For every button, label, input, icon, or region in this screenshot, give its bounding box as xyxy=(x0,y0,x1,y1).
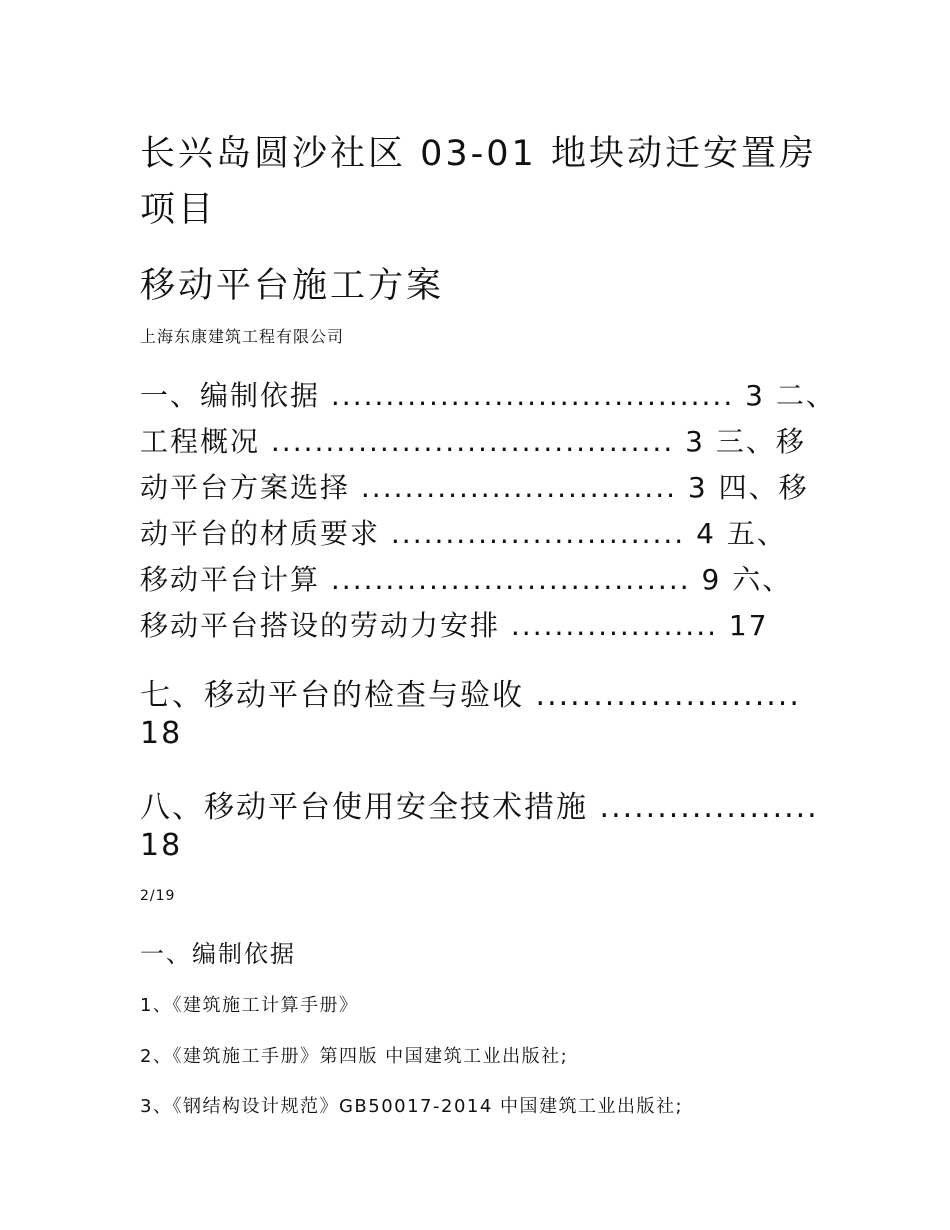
toc-item-8-page: 18 xyxy=(140,828,183,863)
page-number: 2/19 xyxy=(140,888,176,904)
toc-line: 工程概况 ..................................... 3 三、移 xyxy=(140,425,806,458)
reference-item: 2、《建筑施工手册》第四版 中国建筑工业出版社; xyxy=(140,1046,569,1067)
company-name: 上海东康建筑工程有限公司 xyxy=(140,327,345,346)
toc-line: 一、编制依据 ..................................... 3 二、 xyxy=(140,379,836,412)
toc-line: 动平台的材质要求 ........................... 4 五、 xyxy=(140,517,787,550)
toc-item-8: 八、移动平台使用安全技术措施 ................... xyxy=(140,790,819,825)
toc-line: 移动平台搭设的劳动力安排 ................... 17 xyxy=(140,609,769,642)
section-heading: 一、编制依据 xyxy=(140,940,296,968)
reference-item: 3、《钢结构设计规范》GB50017-2014 中国建筑工业出版社; xyxy=(140,1096,684,1117)
toc-line: 动平台方案选择 ............................. 3 四、移 xyxy=(140,471,809,504)
toc-item-7-page: 18 xyxy=(140,716,183,751)
document-title-line-2: 项目 xyxy=(140,190,217,230)
document-title-line-1: 长兴岛圆沙社区 03-01 地块动迁安置房 xyxy=(140,134,817,174)
toc-item-7: 七、移动平台的检查与验收 ....................... xyxy=(140,678,801,713)
document-subtitle: 移动平台施工方案 xyxy=(140,266,445,306)
toc-line: 移动平台计算 ................................. 9 六、 xyxy=(140,563,793,596)
reference-item: 1、《建筑施工计算手册》 xyxy=(140,995,359,1016)
